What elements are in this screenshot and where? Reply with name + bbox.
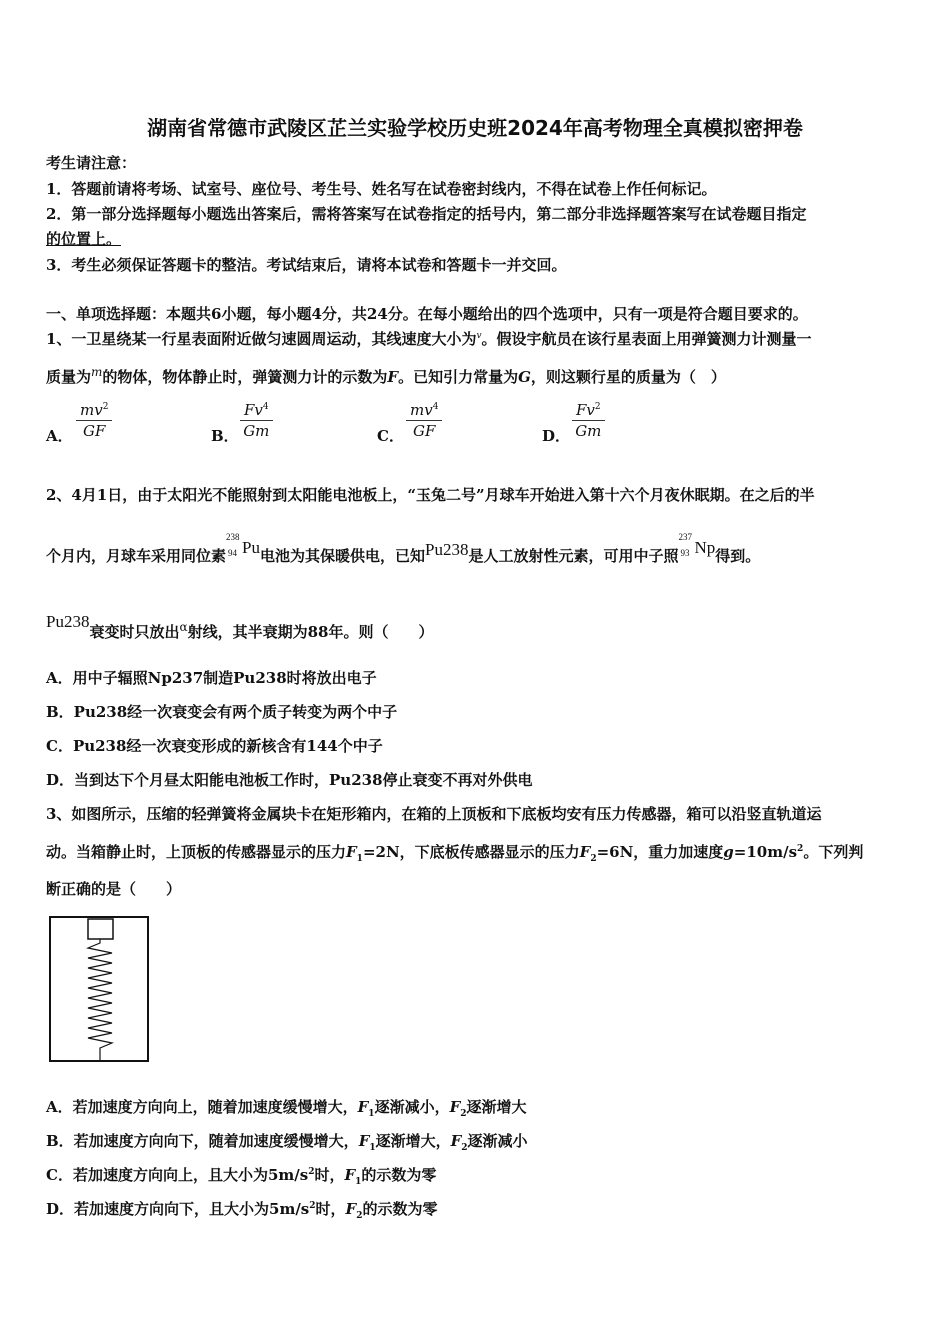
q1-symbol-m: m	[91, 365, 103, 379]
section-heading: 一、单项选择题：本题共6小题，每小题4分，共24分。在每小题给出的四个选项中，只有一项是符合题目要求的。	[46, 305, 808, 323]
q1-option-d-label: D．	[542, 427, 571, 445]
q2-option-a: A．用中子辐照Np237制造Pu238时将放出电子	[46, 669, 377, 687]
q2-line1: 2、4月1日，由于太阳光不能照射到太阳能电池板上，“玉兔二号”月球车开始进入第十六个月夜休眠期。在之后的半	[46, 486, 815, 504]
notice-item-2-cont: 的位置上。	[46, 230, 122, 248]
q2-option-b: B．Pu238经一次衰变会有两个质子转变为两个中子	[46, 703, 398, 721]
pu238-symbol-2: Pu238	[46, 612, 90, 631]
pu238-nuclide: 238 94 Pu	[226, 532, 260, 558]
q1-line2: 质量为$^m$的物体，物体静止时，弹簧测力计的示数为F。已知引力常量为G，则这颗行星的质量为（ ）	[46, 365, 726, 386]
spring-box-figure	[48, 915, 152, 1065]
q1-symbol-v: v	[476, 331, 482, 341]
q3-option-a: A．若加速度方向向上，随着加速度缓慢增大，$F_1$逐渐减小，$F_2$逐渐增大	[46, 1098, 527, 1119]
notice-heading: 考生请注意：	[46, 154, 137, 172]
q3-line2: 动。当箱静止时，上顶板的传感器显示的压力$F_1=2N$，下底板传感器显示的压力$F_2=6N$，重力加速度$g=10m/s^2$。下列判	[46, 843, 864, 864]
compressed-spring	[88, 939, 112, 1060]
q1-option-c-fraction: $\frac{mv^4}{GF}$	[406, 401, 442, 440]
q3-option-b: B．若加速度方向向下，随着加速度缓慢增大，$F_1$逐渐增大，$F_2$逐渐减小	[46, 1132, 528, 1153]
q2-option-c: C．Pu238经一次衰变形成的新核含有144个中子	[46, 737, 383, 755]
q1-option-a-label: A．	[46, 427, 73, 445]
alpha-symbol: α	[179, 620, 188, 634]
q1-option-b-label: B．	[211, 427, 239, 445]
q3-line3: 断正确的是（ ）	[46, 880, 182, 898]
pu238-symbol: Pu238	[425, 540, 469, 559]
notice-item-3: 3．考生必须保证答题卡的整洁。考试结束后，请将本试卷和答题卡一并交回。	[46, 256, 567, 274]
q3-option-d: D．若加速度方向向下，且大小为$5m/s^2$时，$F_2$的示数为零	[46, 1200, 438, 1221]
q1-option-a-fraction: $\frac{mv^2}{GF}$	[76, 401, 112, 440]
q1-line1: 1、一卫星绕某一行星表面附近做匀速圆周运动，其线速度大小为$^v$。假设宇航员在该行星表面上用弹簧测力计测量一	[46, 330, 812, 348]
q2-line3: Pu238衰变时只放出$^\alpha$射线，其半衰期为88年。则（ ）	[46, 612, 434, 641]
q2-line2: 个月内，月球车采用同位素 238 94 Pu电池为其保暖供电，已知Pu238是人工放射性元素，可用中子照 237 93 Np得到。	[46, 532, 761, 565]
metal-block	[88, 919, 113, 939]
page-title: 湖南省常德市武陵区芷兰实验学校历史班2024年高考物理全真模拟密押卷	[147, 116, 803, 140]
q3-option-c: C．若加速度方向向上，且大小为$5m/s^2$时，$F_1$的示数为零	[46, 1166, 437, 1187]
q2-option-d: D．当到达下个月昼太阳能电池板工作时，Pu238停止衰变不再对外供电	[46, 771, 533, 789]
q1-option-b-fraction: $\frac{Fv^4}{Gm}$	[240, 401, 273, 440]
notice-item-2: 2．第一部分选择题每小题选出答案后，需将答案写在试卷指定的括号内，第二部分非选择题答案写在试卷题目指定	[46, 205, 807, 223]
np237-nuclide: 237 93 Np	[678, 532, 716, 558]
q1-option-c-label: C．	[377, 427, 404, 445]
q1-option-d-fraction: $\frac{Fv^2}{Gm}$	[572, 401, 605, 440]
q3-line1: 3、如图所示，压缩的轻弹簧将金属块卡在矩形箱内，在箱的上顶板和下底板均安有压力传感器，箱可以沿竖直轨道运	[46, 805, 822, 823]
notice-item-1: 1．答题前请将考场、试室号、座位号、考生号、姓名写在试卷密封线内，不得在试卷上作任何标记。	[46, 180, 717, 198]
